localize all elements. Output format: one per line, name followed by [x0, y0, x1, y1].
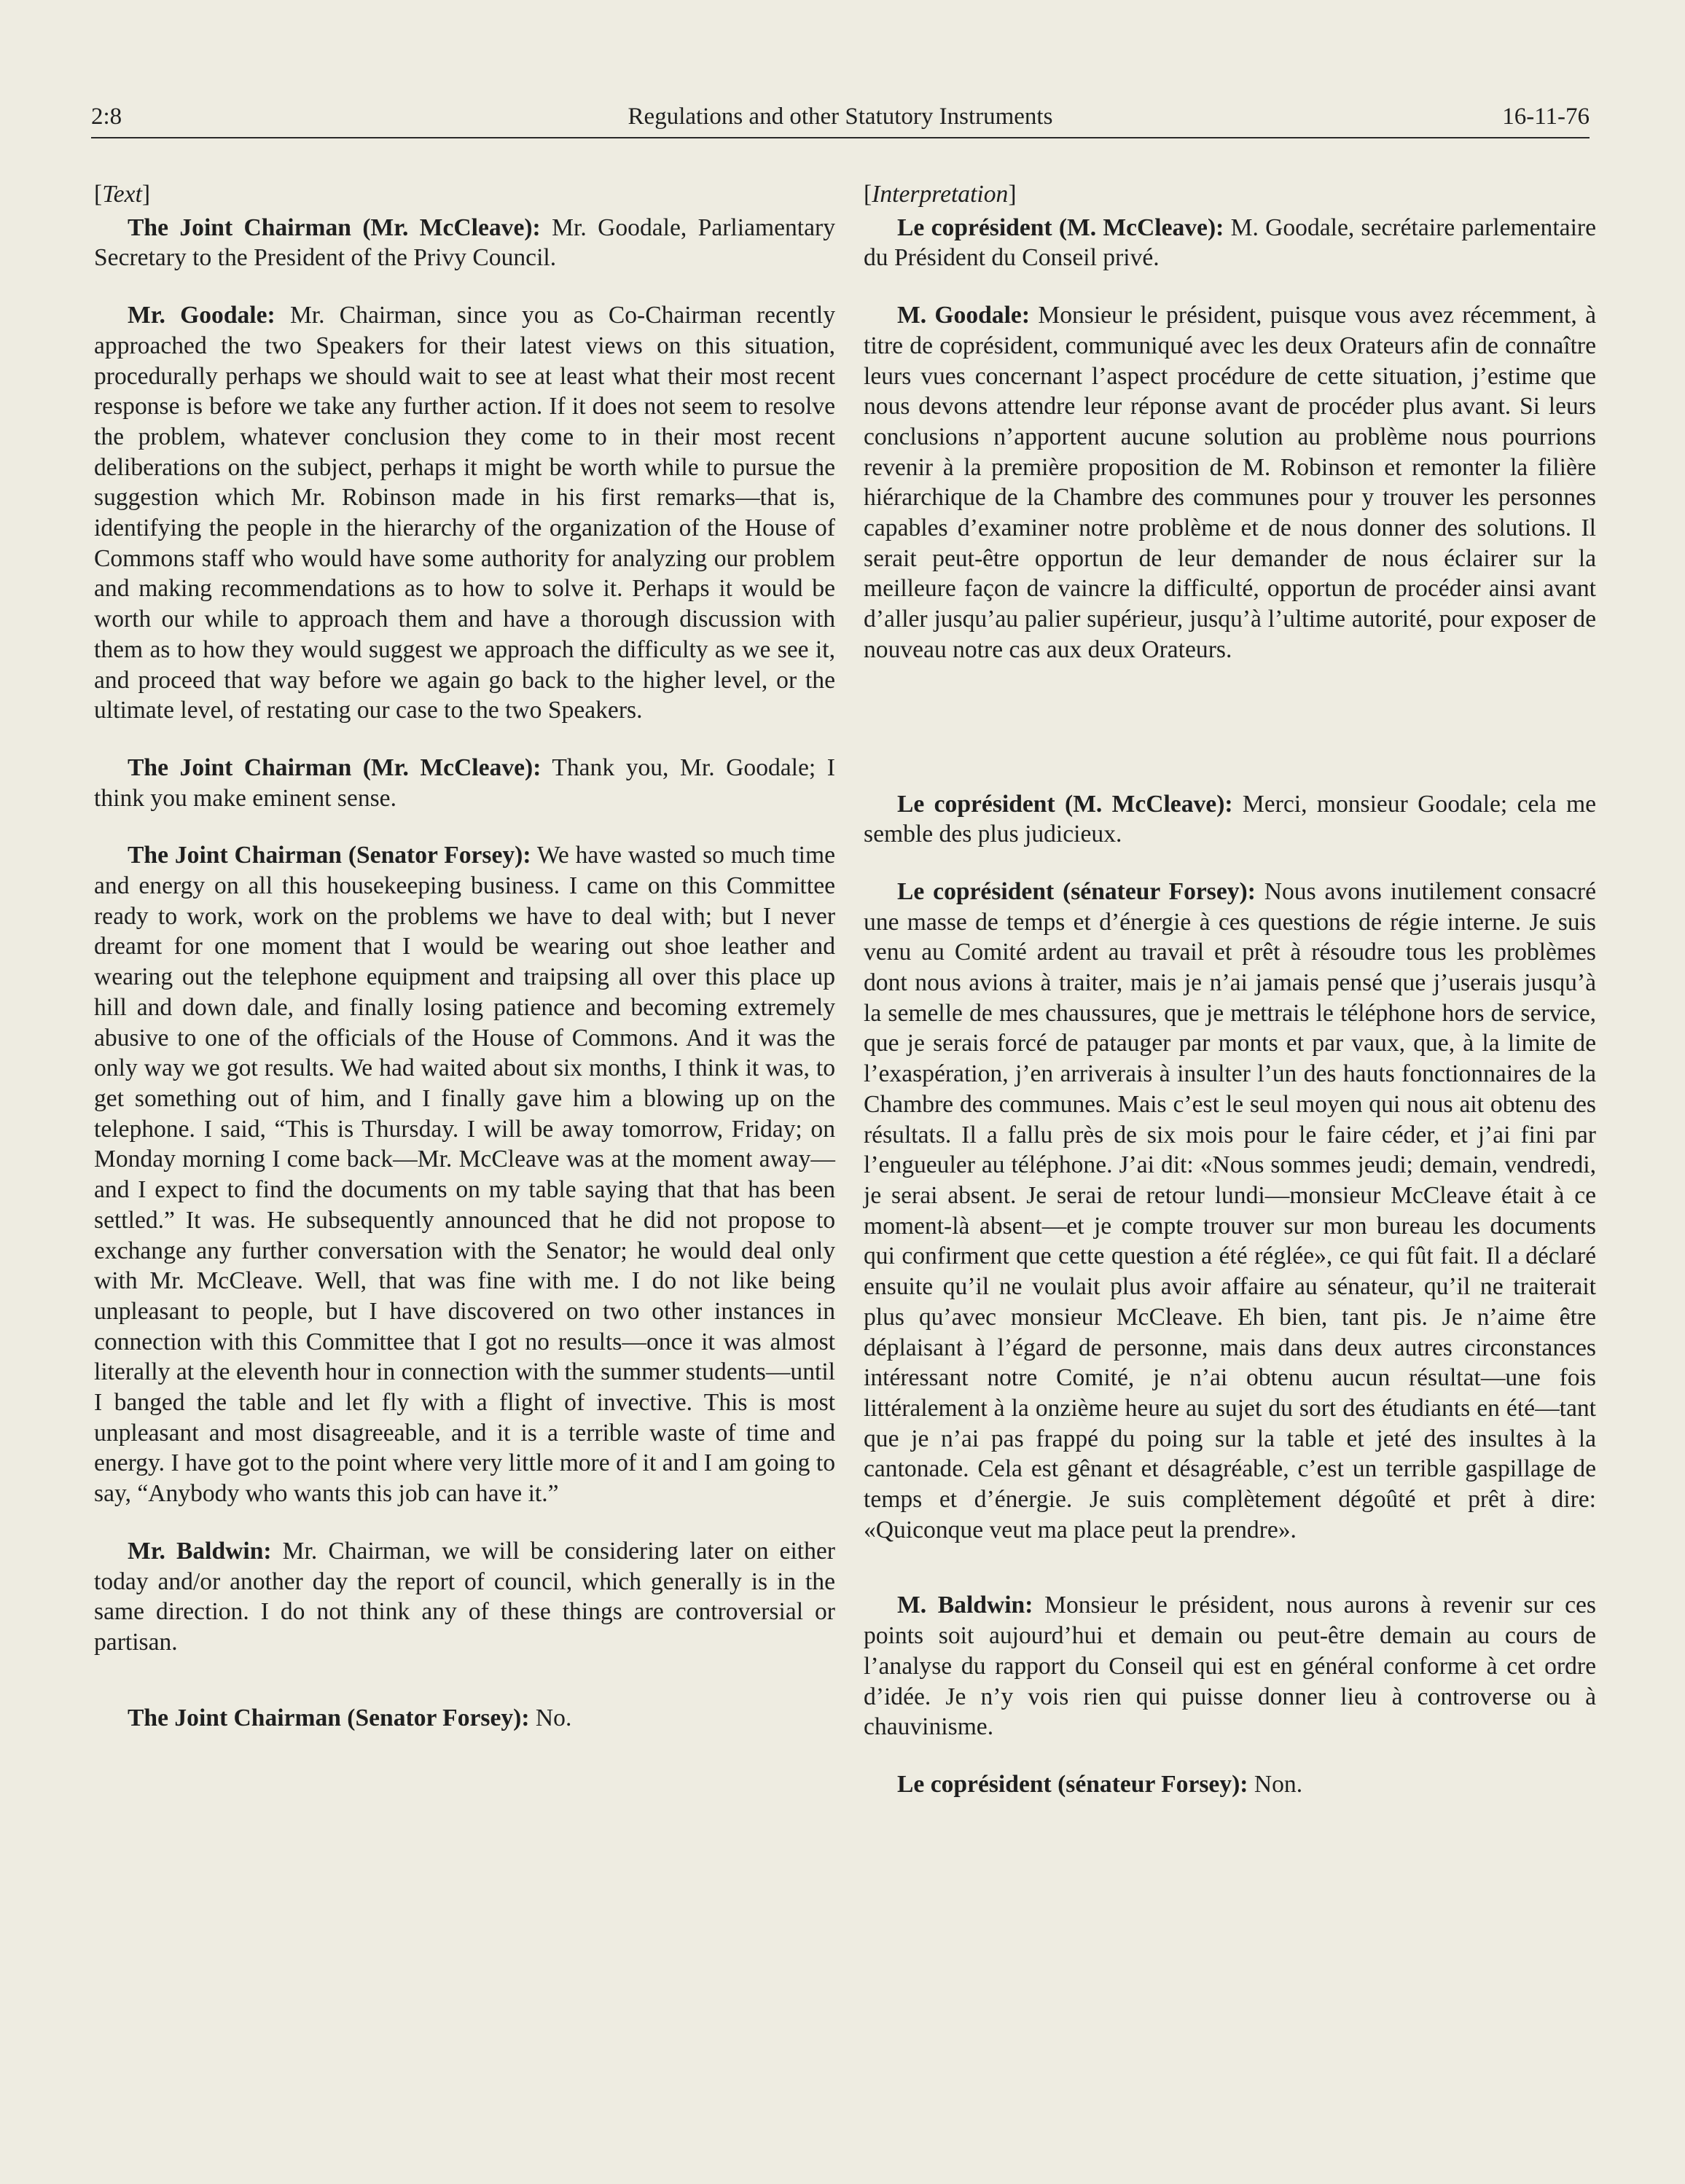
header-date: 16-11-76: [1502, 103, 1590, 130]
speech-paragraph: [864, 789, 1596, 850]
speaker-name: Le coprésident (sénateur Forsey):: [897, 877, 1256, 905]
english-column: [94, 179, 835, 1760]
speaker-name: Mr. Goodale:: [128, 302, 275, 329]
column-tag: [Interpretation]: [864, 181, 1017, 208]
speech-text: Non.: [1248, 1770, 1303, 1798]
speech-paragraph: [94, 840, 835, 1508]
french-column: [864, 179, 1596, 1827]
running-header: [91, 99, 1590, 138]
speech-paragraph: [94, 213, 835, 273]
speech-text: We have wasted so much time and energy on all this housekeeping business. I came on this Committee ready to work, work on the problems we have to deal with; but I never dreamt for one moment that I would be wearing out shoe leather and wearing out the telephone equipment and traipsing all over this place up hill and down dale, and finally losing patience and becoming extremely abusive to one of the officials of the House of Commons. And it was the only way we got results. We had waited about six months, I think it was, to get something out of him, and I finally gave him a blowing up on the telephone. I said, “This is Thursday. I will be away tomorrow, Friday; on Monday morning I come back—Mr. McCleave was at the moment away—and I expect to find the documents on my table saying that that has been settled.” It was. He subsequently announced that he did not propose to exchange any further conversation with the Senator; he would deal only with Mr. McCleave. Well, that was fine with me. I do not like being unpleasant to people, but I have discovered on two other instances in connection with this Committee that I got no results—once it was almost literally at the eleventh hour in connection with the summer students—until I banged the table and let fly with a flight of invective. This is most unpleasant and most disagreeable, and it is a terrible waste of time and energy. I have got to the point where very little more of it and I am going to say, “Anybody who wants this job can have it.”: [94, 842, 836, 1508]
speaker-name: The Joint Chairman (Senator Forsey):: [128, 1704, 530, 1731]
speech-text: Merci, monsieur Goodale; cela me semble des plus judicieux.: [864, 790, 1596, 848]
speech-text: Nous avons inutilement consacré une masse de temps et d’énergie à ces questions de régie interne. Je suis venu au Comité ardent au travail et prêt à résoudre tous les problèmes dont nous avions à traiter, mais je n’ai jamais pensé que j’userais jusqu’à la semelle de mes chaussures, que je mettrais le téléphone hors de service, que je serais forcé de patauger par monts et par vaux, que, à la limite de l’exaspération, j’en arriverais à insulter l’un des hauts fonctionnaires de la Chambre des communes. Mais c’est le seul moyen qui nous ait obtenu des résultats. Il a fallu près de six mois pour le faire céder, et j’ai fini par l’engueuler au téléphone. J’ai dit: «Nous sommes jeudi; demain, vendredi, je serai absent. Je serai de retour lundi—monsieur McCleave était à ce moment-là absent—et je compte trouver sur mon bureau les documents qui confirment que cette question a été réglée», ce qui fût fait. Il a déclaré ensuite qu’il ne voulait plus avoir affaire au sénateur, qu’il ne traiterait plus qu’avec monsieur McCleave. Eh bien, tant pis. Je n’aime être déplaisant à l’égard de personne, mais dans deux autres circonstances intéressant notre Comité, je n’ai obtenu aucun résultat—une fois littéralement à la onzième heure au sujet du sort des étudiants en été—tant que je n’ai pas frappé du poing sur la table et jeté des insultes à la cantonade. Cela est gênant et désagréable, c’est un terrible gaspillage de temps et d’énergie. Je suis complètement dégoûté et prêt à dire: «Quiconque veut ma place peut la prendre».: [864, 877, 1596, 1543]
speech-paragraph: [94, 300, 835, 726]
speaker-name: Mr. Baldwin:: [128, 1537, 272, 1565]
publication-title: Regulations and other Statutory Instruments: [628, 103, 1053, 130]
speaker-name: M. Goodale:: [897, 302, 1031, 329]
page-number: 2:8: [91, 103, 122, 130]
speech-text: Mr. Chairman, we will be considering later on either today and/or another day the report of council, which generally is in the same direction. I do not think any of these things are controversial or partisan.: [94, 1537, 835, 1656]
column-tag: [Text]: [94, 181, 151, 208]
speech-paragraph: [864, 1590, 1596, 1742]
speaker-name: The Joint Chairman (Mr. McCleave):: [128, 754, 542, 781]
speech-text: M. Goodale, secrétaire parlementaire du Président du Conseil privé.: [864, 214, 1596, 272]
speech-paragraph: [864, 213, 1596, 273]
speech-text: Monsieur le président, puisque vous avez récemment, à titre de coprésident, communiqué avec les deux Orateurs afin de connaître leurs vues concernant l’aspect procédure de cette situation, j’estime que nous devons attendre leur réponse avant de procéder plus avant. Si leurs conclusions n’apportent aucune solution au problème nous pourrions revenir à la première proposition de M. Robinson et remonter la filière hiérarchique de la Chambre des communes pour y trouver les personnes capables d’examiner notre problème et de nous donner des solutions. Il serait peut-être opportun de leur demander de nous éclairer sur la meilleure façon de vaincre la difficulté, opportun de procéder ainsi avant d’aller jusqu’au palier supérieur, jusqu’à l’ultime autorité, pour exposer de nouveau notre cas aux deux Orateurs.: [864, 302, 1596, 663]
speech-text: Monsieur le président, nous aurons à revenir sur ces points soit aujourd’hui et demain ou peut-être demain au cours de l’analyse du rapport du Conseil qui est en général conforme à cet ordre d’idée. Je n’y vois rien qui puisse donner lieu à controverse ou à chauvinisme.: [864, 1592, 1596, 1741]
speech-paragraph: [864, 1769, 1596, 1800]
speech-paragraph: [94, 1703, 835, 1734]
speech-paragraph: [94, 753, 835, 813]
speaker-name: Le coprésident (sénateur Forsey):: [897, 1770, 1248, 1798]
speech-paragraph: [94, 1536, 835, 1658]
speech-paragraph: [864, 300, 1596, 665]
speaker-name: The Joint Chairman (Senator Forsey):: [128, 842, 531, 869]
speaker-name: The Joint Chairman (Mr. McCleave):: [128, 214, 541, 241]
speech-text: No.: [529, 1704, 572, 1731]
speech-text: Mr. Goodale, Parliamentary Secretary to the President of the Privy Council.: [94, 214, 835, 272]
speech-paragraph: [864, 877, 1596, 1545]
speaker-name: Le coprésident (M. McCleave):: [897, 790, 1233, 818]
speaker-name: Le coprésident (M. McCleave):: [897, 214, 1224, 241]
speaker-name: M. Baldwin:: [897, 1592, 1033, 1619]
speech-text: Thank you, Mr. Goodale; I think you make eminent sense.: [94, 754, 835, 812]
speech-text: Mr. Chairman, since you as Co-Chairman recently approached the two Speakers for their latest views on this situation, procedurally perhaps we should wait to see at least what their most recent response is before we take any further action. If it does not seem to resolve the problem, whatever conclusion they come to in their most recent deliberations on the subject, perhaps it might be worth while to pursue the suggestion which Mr. Robinson made in his first remarks—that is, identifying the people in the hierarchy of the organization of the House of Commons staff who would have some authority for analyzing our problem and making recommendations as to how to solve it. Perhaps it would be worth our while to approach them and have a thorough discussion with them as to how they would suggest we approach the difficulty as we see it, and proceed that way before we again go back to the higher level, or the ultimate level, of restating our case to the two Speakers.: [94, 302, 835, 724]
